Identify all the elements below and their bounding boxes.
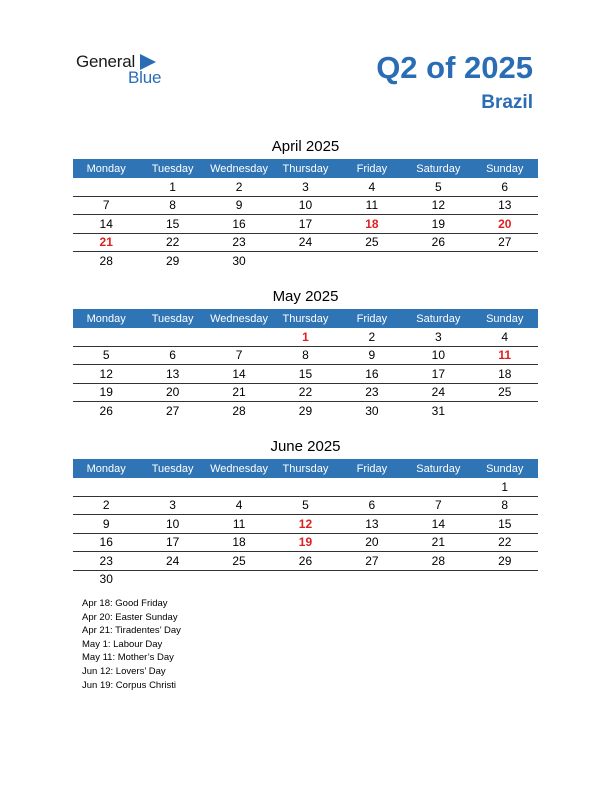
weekday-header [73, 309, 538, 328]
weekday-label: Saturday [416, 162, 461, 175]
day-cell: 6 [169, 348, 176, 363]
day-cell: 18 [498, 366, 512, 381]
day-cell: 20 [165, 385, 180, 400]
month-calendar [73, 286, 538, 420]
day-cell: 19 [431, 216, 445, 231]
logo [76, 52, 176, 88]
day-cell: 7 [235, 348, 243, 363]
day-cell: 14 [431, 516, 445, 531]
week-row [73, 365, 538, 384]
holiday-item: Apr 21: Tiradentes’ Day [82, 625, 181, 637]
day-cell: 27 [365, 553, 379, 568]
quarter-title: Q2 of 2025 [376, 50, 533, 85]
weekday-label: Saturday [416, 312, 461, 325]
weekday-label: Sunday [486, 162, 524, 175]
day-cell: 29 [165, 253, 180, 268]
day-cell: 18 [232, 535, 246, 550]
day-cell: 2 [102, 498, 110, 513]
day-cell: 26 [298, 553, 313, 568]
day-cell: 24 [298, 235, 313, 250]
holiday-item: May 11: Mother’s Day [82, 652, 174, 664]
day-cell: 27 [498, 235, 512, 250]
day-cell: 30 [232, 253, 246, 268]
day-cell: 29 [298, 403, 313, 418]
weekday-label: Tuesday [151, 162, 194, 175]
day-cell: 10 [298, 198, 313, 213]
day-cell: 2 [368, 329, 376, 344]
day-cell: 15 [498, 516, 512, 531]
month-title: June 2025 [270, 438, 341, 455]
weekday-label: Sunday [486, 312, 524, 325]
month-title: May 2025 [272, 288, 339, 305]
day-cell: 18 [365, 216, 379, 231]
day-cell: 20 [498, 216, 512, 231]
week-row [73, 178, 538, 197]
day-cell: 6 [501, 179, 509, 194]
logo-general-text: General [76, 52, 136, 71]
day-cell: 24 [165, 553, 180, 568]
day-cell: 23 [365, 385, 379, 400]
day-cell: 6 [368, 498, 376, 513]
holiday-item: Apr 20: Easter Sunday [82, 611, 178, 623]
week-row [73, 478, 538, 497]
day-cell: 11 [232, 516, 246, 531]
day-cell: 11 [365, 198, 379, 213]
weekday-label: Friday [356, 162, 388, 175]
weekday-label: Thursday [282, 162, 329, 175]
day-cell: 15 [165, 216, 180, 231]
day-cell: 1 [169, 179, 176, 194]
day-cell: 31 [431, 403, 445, 418]
day-cell: 28 [431, 553, 445, 568]
month-calendar [73, 436, 538, 588]
day-cell: 12 [431, 198, 445, 213]
day-cell: 16 [365, 366, 379, 381]
day-cell: 21 [99, 235, 113, 250]
day-cell: 9 [368, 348, 376, 363]
month-calendar [73, 136, 538, 270]
day-cell: 21 [431, 535, 445, 550]
weekday-label: Saturday [416, 462, 461, 475]
day-cell: 16 [232, 216, 246, 231]
day-cell: 22 [165, 235, 180, 250]
week-row [73, 197, 538, 216]
weekday-label: Wednesday [210, 162, 268, 175]
week-row [73, 347, 538, 366]
day-cell: 14 [232, 366, 246, 381]
day-cell: 13 [365, 516, 379, 531]
weekday-label: Tuesday [151, 462, 194, 475]
day-cell: 13 [498, 198, 512, 213]
week-row [73, 402, 538, 420]
week-row [73, 571, 538, 589]
week-row [73, 497, 538, 516]
week-row [73, 328, 538, 347]
day-cell: 30 [99, 572, 113, 587]
week-row [73, 215, 538, 234]
day-cell: 17 [298, 216, 313, 231]
day-cell: 15 [298, 366, 313, 381]
month-title: April 2025 [271, 138, 340, 155]
day-cell: 13 [165, 366, 180, 381]
weekday-label: Tuesday [151, 312, 194, 325]
day-cell: 19 [298, 535, 313, 550]
holiday-item: May 1: Labour Day [82, 638, 163, 650]
day-cell: 11 [498, 348, 512, 363]
day-cell: 16 [99, 535, 113, 550]
weekday-label: Friday [356, 312, 388, 325]
day-cell: 23 [99, 553, 113, 568]
day-cell: 25 [365, 235, 379, 250]
day-cell: 24 [431, 385, 445, 400]
day-cell: 25 [498, 385, 512, 400]
day-cell: 4 [368, 179, 376, 194]
weekday-label: Thursday [282, 462, 329, 475]
day-cell: 22 [498, 535, 512, 550]
weekday-label: Sunday [486, 462, 524, 475]
weekday-label: Wednesday [210, 462, 268, 475]
day-cell: 26 [431, 235, 445, 250]
day-cell: 3 [169, 498, 176, 513]
day-cell: 19 [99, 385, 113, 400]
day-cell: 12 [99, 366, 113, 381]
day-cell: 21 [232, 385, 246, 400]
weekday-label: Wednesday [210, 312, 268, 325]
weekday-label: Monday [86, 462, 126, 475]
day-cell: 9 [102, 516, 110, 531]
day-cell: 28 [232, 403, 246, 418]
holiday-item: Apr 18: Good Friday [82, 598, 168, 609]
weekday-label: Monday [86, 162, 126, 175]
day-cell: 23 [232, 235, 246, 250]
week-row [73, 534, 538, 553]
day-cell: 1 [501, 479, 509, 494]
day-cell: 22 [298, 385, 313, 400]
day-cell: 2 [235, 179, 243, 194]
day-cell: 27 [165, 403, 180, 418]
weekday-label: Friday [356, 462, 388, 475]
country-name: Brazil [481, 92, 533, 113]
day-cell: 25 [232, 553, 246, 568]
weekday-header [73, 459, 538, 478]
day-cell: 12 [298, 516, 313, 531]
day-cell: 8 [169, 198, 176, 213]
day-cell: 8 [501, 498, 509, 513]
holiday-item: Jun 12: Lovers’ Day [82, 665, 166, 677]
day-cell: 30 [365, 403, 379, 418]
day-cell: 1 [302, 329, 309, 344]
day-cell: 20 [365, 535, 379, 550]
weekday-header [73, 159, 538, 178]
day-cell: 3 [302, 179, 309, 194]
day-cell: 7 [434, 498, 442, 513]
day-cell: 14 [99, 216, 113, 231]
day-cell: 4 [235, 498, 243, 513]
day-cell: 5 [302, 498, 309, 513]
week-row [73, 552, 538, 571]
week-row [73, 234, 538, 253]
day-cell: 8 [302, 348, 309, 363]
day-cell: 5 [434, 179, 442, 194]
holiday-item: Jun 19: Corpus Christi [82, 679, 176, 691]
week-row [73, 252, 538, 270]
week-row [73, 515, 538, 534]
day-cell: 9 [235, 198, 243, 213]
day-cell: 4 [501, 329, 509, 344]
day-cell: 26 [99, 403, 113, 418]
weekday-label: Thursday [282, 312, 329, 325]
day-cell: 3 [434, 329, 442, 344]
logo-blue-text: Blue [128, 68, 162, 87]
day-cell: 5 [102, 348, 110, 363]
day-cell: 17 [431, 366, 445, 381]
day-cell: 10 [165, 516, 180, 531]
weekday-label: Monday [86, 312, 126, 325]
day-cell: 17 [165, 535, 180, 550]
day-cell: 29 [498, 553, 512, 568]
day-cell: 10 [431, 348, 445, 363]
day-cell: 7 [102, 198, 110, 213]
day-cell: 28 [99, 253, 113, 268]
holiday-list [82, 597, 181, 692]
week-row [73, 384, 538, 403]
